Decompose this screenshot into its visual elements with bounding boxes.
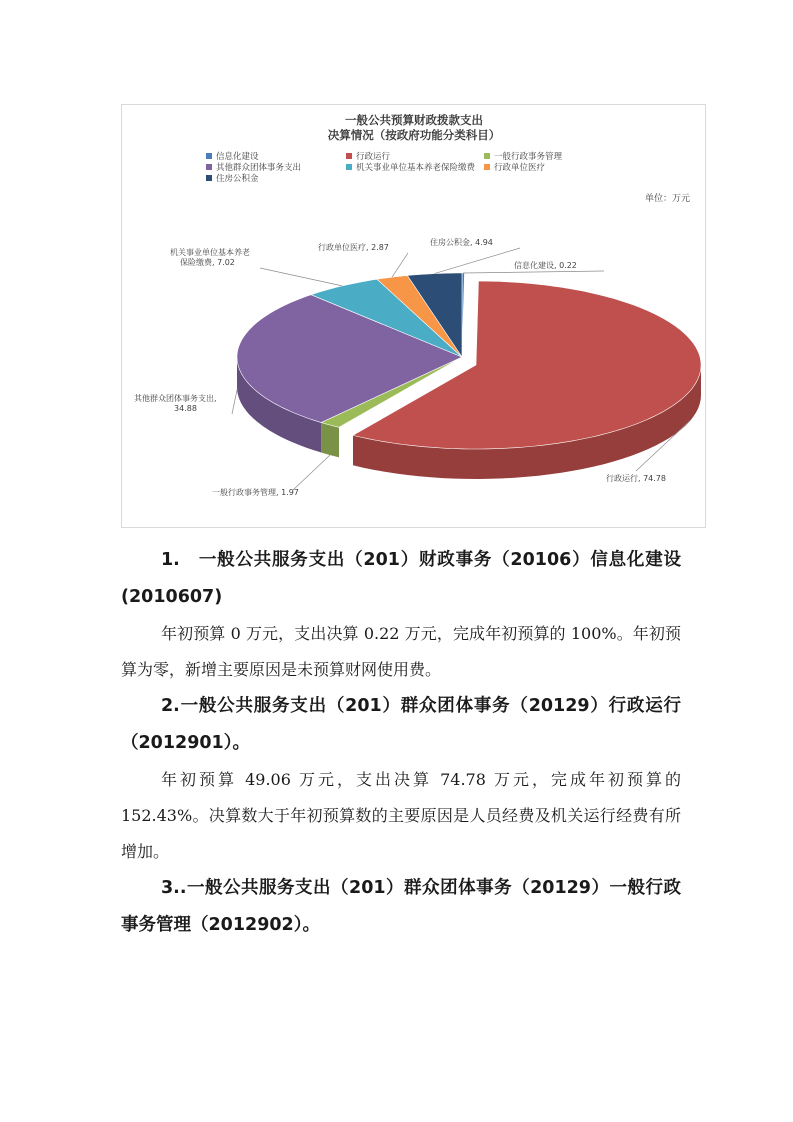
legend-label-4: 机关事业单位基本养老保险缴费: [356, 163, 476, 173]
unit-label: 单位：万元: [644, 194, 690, 204]
section-1-body: 年初预算 0 万元，支出决算 0.22 万元，完成年初预算的 100%。年初预算为零，新增主要原因是未预算财网使用费。: [121, 624, 681, 679]
section-1-heading: 1. 一般公共服务支出（201）财政事务（20106）信息化建设(2010607): [121, 550, 681, 607]
pie-chart: [122, 105, 707, 529]
legend-swatch-1: [346, 153, 352, 159]
chart-title-line2: 决算情况（按政府功能分类科目）: [327, 128, 501, 142]
chart-frame: [121, 104, 706, 528]
data-label-6: 住房公积金, 4.94: [430, 238, 493, 247]
legend-swatch-0: [206, 153, 212, 159]
legend-label-1: 行政运行: [356, 152, 391, 162]
section-2: [121, 688, 681, 870]
data-label-0: 信息化建设, 0.22: [514, 261, 577, 270]
data-label-3: 其他群众团体事务支出,: [134, 394, 217, 403]
pie-side-2: [321, 423, 339, 458]
legend-label-3: 其他群众团体事务支出: [216, 163, 302, 173]
data-label-5: 行政单位医疗, 2.87: [318, 243, 389, 252]
chart-title-line1: 一般公共预算财政拨款支出: [345, 113, 483, 127]
section-2-body: 年初预算 49.06 万元，支出决算 74.78 万元，完成年初预算的 152.43%。决算数大于年初预算数的主要原因是人员经费及机关运行经费有所增加。: [121, 770, 681, 861]
leader-line-2: [292, 455, 330, 491]
legend-label-5: 行政单位医疗: [494, 163, 546, 173]
legend-label-0: 信息化建设: [216, 152, 259, 162]
legend-swatch-6: [206, 175, 212, 181]
leader-line-3: [232, 390, 237, 415]
legend-label-6: 住房公积金: [216, 174, 259, 184]
data-label-4-line2: 保险缴费, 7.02: [180, 258, 235, 267]
legend-swatch-5: [484, 164, 490, 170]
pie-slice-0: [462, 273, 465, 357]
data-label-4: 机关事业单位基本养老: [170, 248, 250, 257]
leader-line-6: [435, 248, 521, 274]
section-3-heading: 3..一般公共服务支出（201）群众团体事务（20129）一般行政事务管理（2012902）。: [121, 878, 681, 935]
leader-line-0: [463, 271, 604, 273]
leader-line-5: [392, 253, 408, 277]
legend-swatch-3: [206, 164, 212, 170]
data-label-3-line2: 34.88: [174, 404, 197, 413]
data-label-2: 一般行政事务管理, 1.97: [212, 488, 299, 497]
data-label-1: 行政运行, 74.78: [606, 474, 666, 483]
section-3: [121, 870, 681, 944]
legend-label-2: 一般行政事务管理: [494, 152, 563, 162]
section-2-heading: 2.一般公共服务支出（201）群众团体事务（20129）行政运行（2012901）。: [121, 696, 681, 753]
leader-line-4: [260, 268, 342, 286]
legend-swatch-4: [346, 164, 352, 170]
section-1: [121, 542, 681, 688]
legend-swatch-2: [484, 153, 490, 159]
